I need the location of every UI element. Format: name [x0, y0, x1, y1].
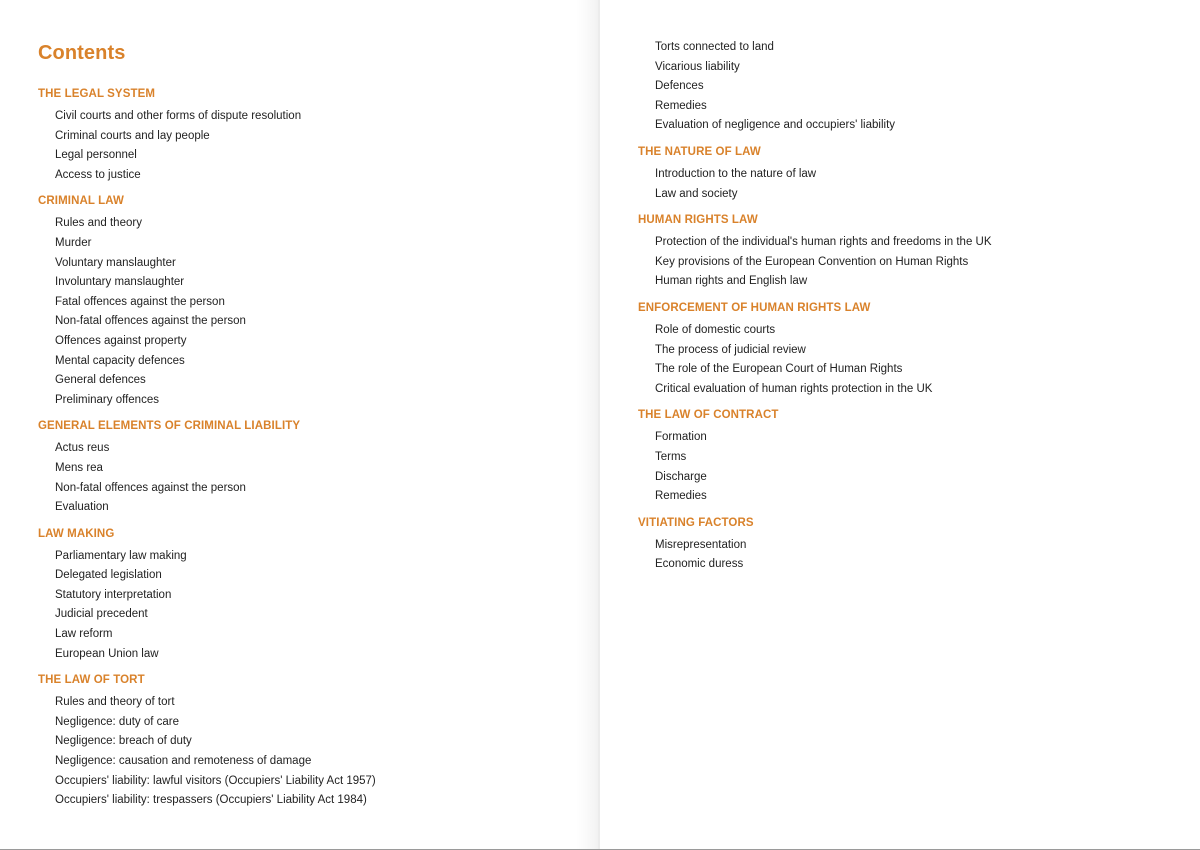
- toc-entry[interactable]: Rules and theory of tort: [55, 696, 175, 709]
- toc-entry[interactable]: Occupiers' liability: lawful visitors (Occupiers' Liability Act 1957): [55, 774, 376, 787]
- toc-entry[interactable]: Non-fatal offences against the person: [55, 315, 246, 328]
- toc-entry-list: [638, 38, 1178, 136]
- toc-entry[interactable]: Mental capacity defences: [55, 354, 185, 367]
- toc-section: [38, 418, 578, 517]
- toc-entry[interactable]: Protection of the individual's human rights and freedoms in the UK: [655, 236, 992, 249]
- toc-entry[interactable]: Judicial precedent: [55, 608, 148, 621]
- toc-entry-list: [638, 321, 1178, 399]
- page-title: Contents: [38, 42, 126, 64]
- toc-entry-list: [638, 233, 1178, 292]
- toc-entry[interactable]: Fatal offences against the person: [55, 295, 225, 308]
- toc-entry-list: [38, 439, 578, 517]
- toc-entry[interactable]: The process of judicial review: [655, 343, 806, 356]
- toc-entry[interactable]: Negligence: causation and remoteness of damage: [55, 755, 312, 768]
- toc-entry[interactable]: Vicarious liability: [655, 60, 740, 73]
- toc-entry-list: [638, 165, 1178, 204]
- section-heading-enforcement-of-human-rights-law: ENFORCEMENT OF HUMAN RIGHTS LAW: [638, 301, 871, 314]
- toc-entry[interactable]: Non-fatal offences against the person: [55, 481, 246, 494]
- toc-entry[interactable]: Actus reus: [55, 442, 110, 455]
- toc-section: [638, 300, 1178, 399]
- toc-entry[interactable]: Murder: [55, 236, 92, 249]
- toc-entry[interactable]: Involuntary manslaughter: [55, 276, 185, 289]
- section-heading-human-rights-law: HUMAN RIGHTS LAW: [638, 214, 758, 227]
- toc-entry[interactable]: Remedies: [655, 490, 707, 503]
- section-heading-the-law-of-tort: THE LAW OF TORT: [38, 674, 145, 687]
- toc-entry[interactable]: Occupiers' liability: trespassers (Occupiers' Liability Act 1984): [55, 794, 367, 807]
- toc-entry-list: [638, 536, 1178, 575]
- toc-entry-list: [638, 428, 1178, 506]
- toc-entry[interactable]: Law and society: [655, 187, 738, 200]
- toc-entry[interactable]: Parliamentary law making: [55, 549, 187, 562]
- toc-entry-list: [38, 547, 578, 665]
- toc-entry[interactable]: Preliminary offences: [55, 393, 159, 406]
- contents-list-right: [638, 38, 1178, 575]
- left-page: [0, 0, 598, 849]
- toc-entry[interactable]: Negligence: duty of care: [55, 715, 180, 728]
- toc-entry[interactable]: Rules and theory: [55, 217, 142, 230]
- toc-section: [38, 86, 578, 185]
- toc-entry[interactable]: Human rights and English law: [655, 275, 808, 288]
- toc-entry[interactable]: Offences against property: [55, 334, 187, 347]
- section-heading-the-nature-of-law: THE NATURE OF LAW: [638, 145, 761, 158]
- toc-section: [638, 212, 1178, 292]
- section-heading-the-legal-system: THE LEGAL SYSTEM: [38, 88, 156, 100]
- toc-section-continued: [638, 38, 1178, 136]
- toc-entry[interactable]: Civil courts and other forms of dispute resolution: [55, 110, 302, 122]
- toc-entry[interactable]: Torts connected to land: [655, 41, 774, 53]
- toc-entry[interactable]: Negligence: breach of duty: [55, 735, 192, 748]
- toc-entry[interactable]: Voluntary manslaughter: [55, 256, 176, 269]
- toc-section: [638, 407, 1178, 506]
- toc-entry[interactable]: Introduction to the nature of law: [655, 167, 817, 180]
- toc-entry[interactable]: Economic duress: [655, 558, 744, 571]
- section-heading-vitiating-factors: VITIATING FACTORS: [638, 516, 754, 529]
- toc-entry[interactable]: Critical evaluation of human rights protection in the UK: [655, 382, 933, 395]
- toc-section: [38, 672, 578, 811]
- toc-entry[interactable]: Evaluation of negligence and occupiers' liability: [655, 119, 896, 132]
- toc-entry-list: [38, 107, 578, 185]
- toc-entry[interactable]: Mens rea: [55, 461, 103, 474]
- toc-entry[interactable]: Statutory interpretation: [55, 588, 172, 601]
- toc-entry-list: [38, 693, 578, 811]
- gutter-shadow: [576, 0, 600, 849]
- toc-section: [38, 526, 578, 665]
- toc-entry[interactable]: General defences: [55, 374, 146, 387]
- section-heading-general-elements-of-criminal-liability: GENERAL ELEMENTS OF CRIMINAL LIABILITY: [38, 420, 301, 433]
- toc-entry[interactable]: Law reform: [55, 628, 113, 641]
- toc-entry[interactable]: Evaluation: [55, 501, 109, 514]
- toc-entry[interactable]: Discharge: [655, 470, 707, 483]
- toc-section: [38, 193, 578, 410]
- toc-entry[interactable]: Delegated legislation: [55, 569, 162, 582]
- contents-list-left: [38, 86, 578, 811]
- toc-entry[interactable]: The role of the European Court of Human Rights: [655, 363, 903, 376]
- toc-entry-list: [38, 214, 578, 410]
- right-page: [600, 0, 1200, 849]
- toc-entry[interactable]: Formation: [655, 431, 707, 444]
- toc-entry[interactable]: Terms: [655, 450, 687, 463]
- section-heading-criminal-law: CRIMINAL LAW: [38, 195, 124, 208]
- toc-section: [638, 144, 1178, 204]
- section-heading-the-law-of-contract: THE LAW OF CONTRACT: [638, 409, 779, 422]
- section-heading-law-making: LAW MAKING: [38, 527, 115, 540]
- toc-section: [638, 515, 1178, 575]
- toc-entry[interactable]: Role of domestic courts: [655, 323, 776, 336]
- toc-entry[interactable]: Remedies: [655, 99, 707, 112]
- toc-entry[interactable]: Legal personnel: [55, 149, 137, 162]
- toc-entry[interactable]: Criminal courts and lay people: [55, 129, 210, 142]
- toc-entry[interactable]: Access to justice: [55, 168, 141, 181]
- toc-entry[interactable]: Key provisions of the European Convention on Human Rights: [655, 255, 969, 268]
- toc-entry[interactable]: Misrepresentation: [655, 538, 747, 551]
- toc-entry[interactable]: Defences: [655, 80, 704, 93]
- toc-entry[interactable]: European Union law: [55, 647, 159, 660]
